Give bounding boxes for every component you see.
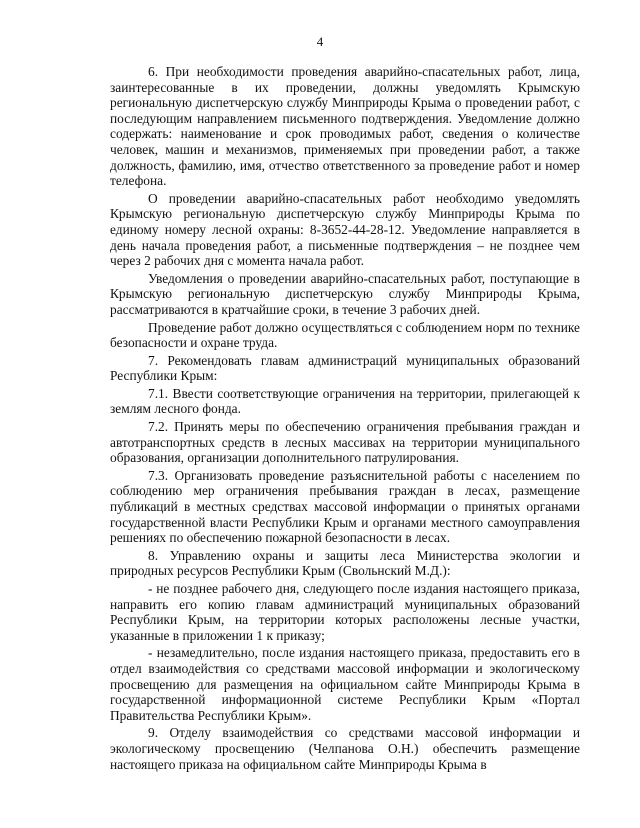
paragraph-7-3: 7.3. Организовать проведение разъяснительной работы с населением по соблюдению мер ограничения пребывания граждан в лесах, размещение публикаций в местных средствах массовой информации о принятых органами государственной власти Республики Крым и органами местного самоуправления решениях по обеспечению пожарной безопасности в лесах. [110, 467, 580, 546]
paragraph-7-1: 7.1. Ввести соответствующие ограничения на территории, прилегающей к землям лесного фонда. [110, 385, 580, 417]
paragraph-6-review: Уведомления о проведении аварийно-спасательных работ, поступающие в Крымскую региональную диспетчерскую службу Минприроды Крыма, рассматриваются в кратчайшие сроки, в течение 3 рабочих дней. [110, 270, 580, 317]
paragraph-8-item-2: - незамедлительно, после издания настоящего приказа, предоставить его в отдел взаимодействия со средствами массовой информации и экологическому просвещению для размещения на официальном сайте Минприроды Крыма в государственной информационной системе Республики Крым «Портал Правительства Республики Крым». [110, 645, 580, 723]
paragraph-8: 8. Управлению охраны и защиты леса Министерства экологии и природных ресурсов Республики Крым (Свольнский М.Д.): [110, 547, 580, 579]
document-body [110, 64, 580, 774]
paragraph-9: 9. Отделу взаимодействия со средствами массовой информации и экологическому просвещению (Челпанова О.Н.) обеспечить размещение настоящего приказа на официальном сайте Минприроды Крыма в [110, 725, 580, 772]
paragraph-8-item-1: - не позднее рабочего дня, следующего после издания настоящего приказа, направить его копию главам администраций муниципальных образований Республики Крым, на территории которых расположены лесные участки, указанные в приложении 1 к приказу; [110, 581, 580, 643]
page-number: 4 [316, 34, 324, 49]
paragraph-6: 6. При необходимости проведения аварийно-спасательных работ, лица, заинтересованные в их проведении, должны уведомлять Крымскую региональную диспетчерскую службу Минприроды Крыма о проведении работ, с последующим направлением письменного подтверждения. Уведомление должно содержать: наименование и срок проводимых работ, сведения о количестве человек, машин и механизмов, применяемых при проведении работ, а также должность, фамилию, имя, отчество ответственного за проведение работ и номер телефона. [110, 64, 580, 189]
paragraph-7-2: 7.2. Принять меры по обеспечению ограничения пребывания граждан и автотранспортных средств в лесных массивах на территории муниципального образования, организации дополнительного патрулирования. [110, 419, 580, 466]
paragraph-6-notification: О проведении аварийно-спасательных работ необходимо уведомлять Крымскую региональную диспетчерскую службу Минприроды Крыма по единому номеру лесной охраны: 8-3652-44-28-12. Уведомление направляется в день начала проведения работ, а письменные подтверждения – не позднее чем через 2 рабочих дня с момента начала работ. [110, 190, 580, 269]
paragraph-7: 7. Рекомендовать главам администраций муниципальных образований Республики Крым: [110, 352, 580, 384]
paragraph-6-safety: Проведение работ должно осуществляться с соблюдением норм по технике безопасности и охране труда. [110, 319, 580, 351]
